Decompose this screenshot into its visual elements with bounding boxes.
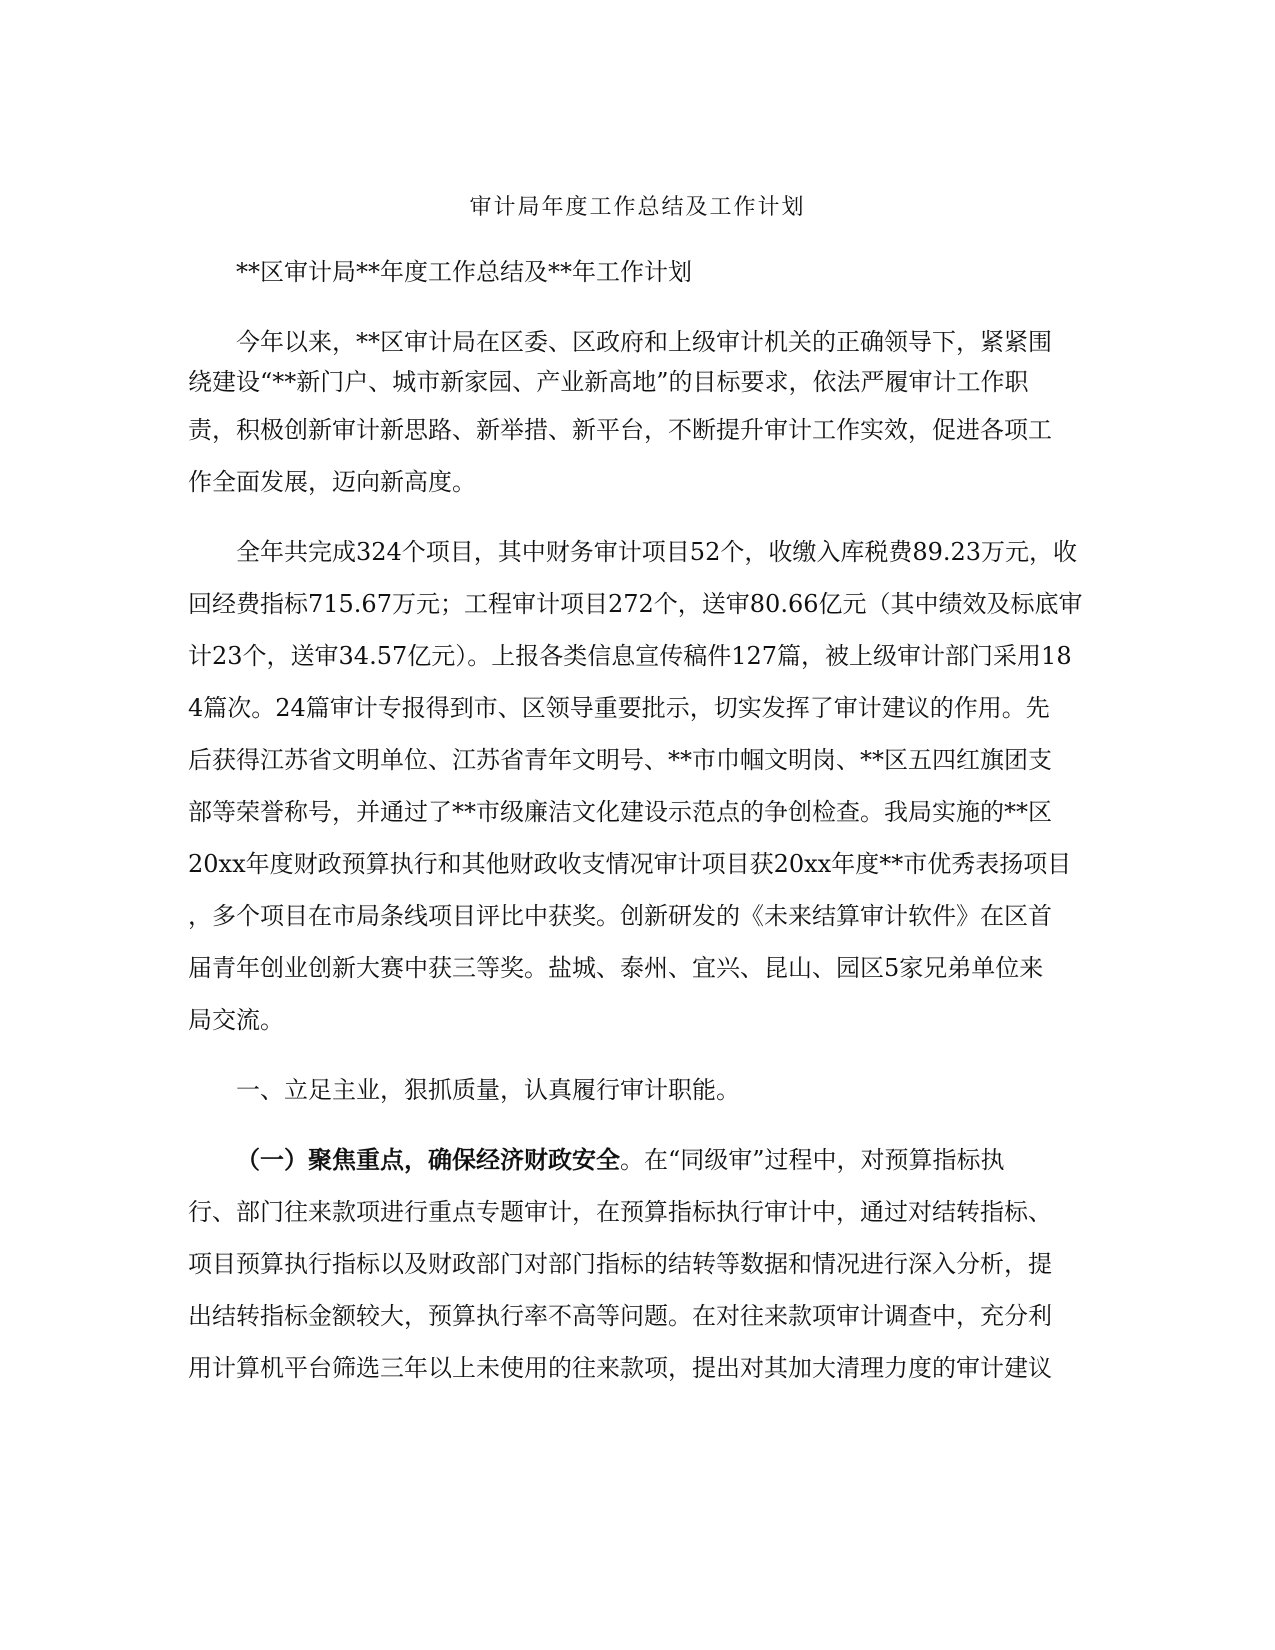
summary-line-6: 部等荣誉称号，并通过了**市级廉洁文化建设示范点的争创检查。我局实施的**区 <box>188 798 1052 826</box>
intro-line-1: 今年以来，**区审计局在区委、区政府和上级审计机关的正确领导下，紧紧围 <box>236 328 1052 356</box>
summary-line-7: 20xx年度财政预算执行和其他财政收支情况审计项目获20xx年度**市优秀表扬项目 <box>188 850 1072 878</box>
summary-line-10: 局交流。 <box>188 1006 284 1034</box>
summary-line-9: 届青年创业创新大赛中获三等奖。盐城、泰州、宜兴、昆山、园区5家兄弟单位来 <box>188 954 1044 982</box>
summary-line-8: ，多个项目在市局条线项目评比中获奖。创新研发的《未来结算审计软件》在区首 <box>188 902 1052 930</box>
intro-line-3: 责，积极创新审计新思路、新举措、新平台，不断提升审计工作实效，促进各项工 <box>188 416 1052 444</box>
summary-line-3: 计23个，送审34.57亿元）。上报各类信息宣传稿件127篇，被上级审计部门采用18 <box>188 642 1072 670</box>
summary-line-4: 4篇次。24篇审计专报得到市、区领导重要批示，切实发挥了审计建议的作用。先 <box>188 694 1050 722</box>
summary-line-2: 回经费指标715.67万元；工程审计项目272个，送审80.66亿元（其中绩效及标底审 <box>188 590 1083 618</box>
summary-line-1: 全年共完成324个项目，其中财务审计项目52个，收缴入库税费89.23万元，收 <box>236 538 1078 566</box>
document-subtitle: **区审计局**年度工作总结及**年工作计划 <box>236 258 692 286</box>
subsection-one-line-2: 行、部门往来款项进行重点专题审计，在预算指标执行审计中，通过对结转指标、 <box>188 1198 1052 1226</box>
subsection-one-bold-lead: （一）聚焦重点，确保经济财政安全 <box>236 1145 620 1174</box>
intro-line-2: 绕建设“**新门户、城市新家园、产业新高地”的目标要求，依法严履审计工作职 <box>188 368 1029 396</box>
summary-line-5: 后获得江苏省文明单位、江苏省青年文明号、**市巾帼文明岗、**区五四红旗团支 <box>188 746 1052 774</box>
subsection-one-first-line-rest: 。在“同级审”过程中，对预算指标执 <box>620 1146 1005 1174</box>
subsection-one-line-5: 用计算机平台筛选三年以上未使用的往来款项，提出对其加大清理力度的审计建议 <box>188 1354 1052 1382</box>
section-one-heading: 一、立足主业，狠抓质量，认真履行审计职能。 <box>236 1076 740 1104</box>
subsection-one-line-3: 项目预算执行指标以及财政部门对部门指标的结转等数据和情况进行深入分析，提 <box>188 1250 1052 1278</box>
intro-line-4: 作全面发展，迈向新高度。 <box>188 468 476 496</box>
subsection-one-line-4: 出结转指标金额较大，预算执行率不高等问题。在对往来款项审计调查中，充分利 <box>188 1302 1052 1330</box>
document-title: 审计局年度工作总结及工作计划 <box>469 195 806 220</box>
subsection-one-first-line <box>236 1140 1005 1180</box>
